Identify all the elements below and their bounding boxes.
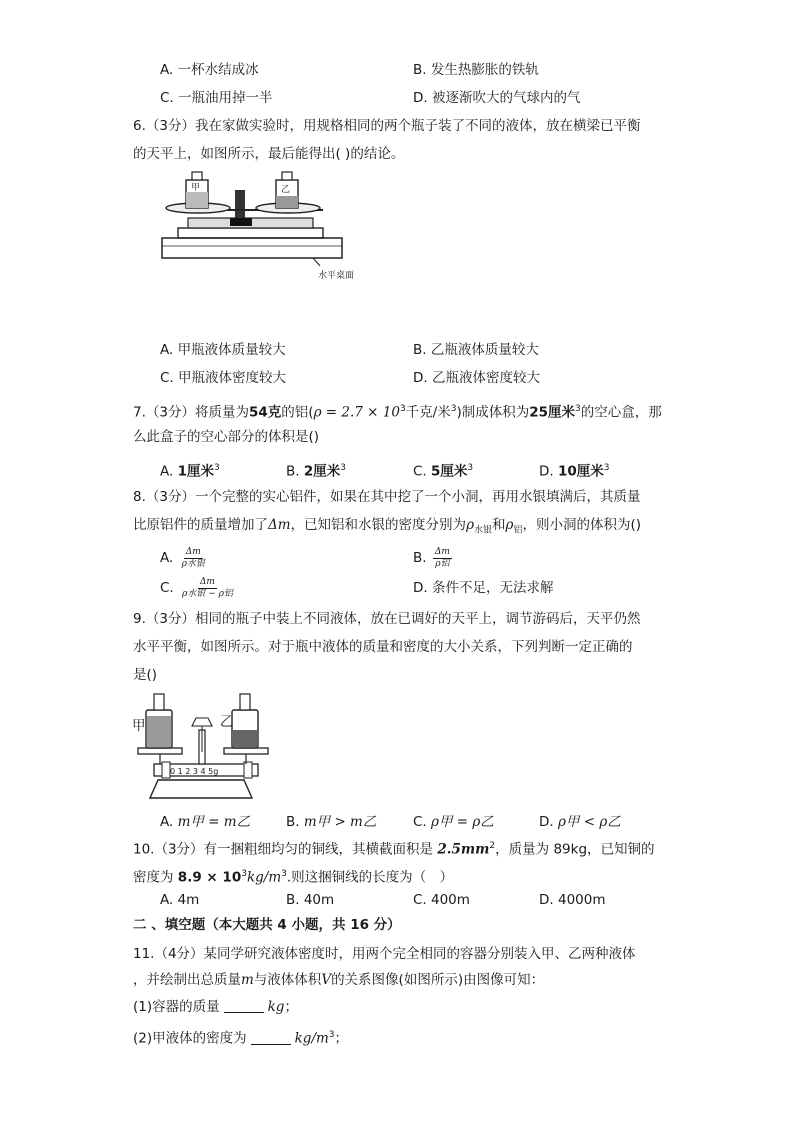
q11-sub2-post: ；: [334, 1030, 349, 1047]
q8-b-num: Δm: [434, 546, 450, 557]
q11-mid: 与液体体积: [253, 972, 322, 988]
q7-c-exp: 3: [467, 463, 474, 473]
q8-option-b: [413, 546, 452, 570]
q7-stem-line1: [133, 399, 662, 423]
q11-stem-line2: [133, 970, 544, 990]
q11-sub1: [133, 997, 298, 1017]
q11-v: V: [321, 972, 332, 988]
q10-stem-line1: [133, 836, 655, 860]
q9-c-label: C.: [413, 814, 427, 830]
q8-rho-hg: ρ: [466, 517, 474, 533]
balance-figure-q6: [158, 168, 348, 268]
q9-stem-line1: 9.（3分）相同的瓶子中装上不同液体，放在已调好的天平上，调节游码后，天平仍然: [133, 611, 641, 627]
q8-post: ，则小洞的体积为(): [522, 517, 642, 533]
q11-sub1-post: ；: [284, 999, 298, 1015]
q11-m: m: [241, 972, 254, 988]
q11-sub2: [133, 1025, 348, 1049]
q8-and: 和: [492, 517, 506, 533]
q7-option-a: A. 1厘米$^3$: [160, 463, 220, 480]
q9-option-c: [413, 812, 494, 832]
q9-b-label: B.: [286, 814, 300, 830]
q8-pre: 比原铝件的质量增加了: [133, 517, 268, 533]
q7-volume: 25厘米: [529, 404, 576, 421]
q8-c-label: C.: [160, 580, 174, 596]
q9-fig-right-label: 乙: [220, 714, 234, 730]
q7-exp: 3: [399, 404, 406, 414]
bottle-left-label: 甲: [191, 183, 201, 193]
q8-b-fraction: [433, 547, 452, 570]
q8-c-num: Δm: [199, 576, 215, 587]
q10-den-unit: kg/m: [246, 869, 282, 886]
q8-b-label: B.: [413, 550, 427, 566]
q7-b-exp: 3: [340, 463, 346, 473]
q8-rho-al: ρ: [505, 517, 514, 533]
section-title-fill-blank: 二 、填空题（本大题共 4 小题，共 16 分）: [133, 917, 401, 933]
q11-stem-line1: 11.（4分）某同学研究液体密度时，用两个完全相同的容器分别装入甲、乙两种液体: [133, 946, 636, 962]
q8-c-den: ρ水银 − ρ铝: [182, 588, 233, 599]
q8-a-fraction: [180, 547, 207, 570]
q11-sub1-blank[interactable]: [224, 1012, 264, 1013]
q7-d-val: 10厘米: [557, 463, 604, 480]
q8-dm: Δm: [268, 517, 291, 533]
q11-pre: ，并绘制出总质量: [133, 972, 241, 988]
q7-c-val: 5厘米: [431, 463, 468, 480]
q10-option-d: D. 4000m: [539, 892, 606, 908]
q10-stem-line2: [133, 864, 453, 888]
q7-mass: 54克: [248, 404, 282, 421]
q5-option-d: D. 被逐渐吹大的气球内的气: [413, 90, 581, 106]
q11-sub2-unit-exp: 3: [328, 1030, 335, 1040]
q9-option-b: [286, 812, 376, 832]
q10-area: 2.5mm: [437, 841, 490, 858]
q10-post1: ，质量为 89kg，已知铜的: [495, 841, 655, 858]
q8-a-den: ρ水银: [181, 558, 205, 569]
q7-post: 的空心盒，那: [580, 404, 662, 421]
q9-d-expr: ρ甲 < ρ乙: [557, 814, 621, 830]
q11-post: 的关系图像(如图所示)由图像可知：: [331, 972, 545, 988]
q7-unit-exp: 3: [450, 404, 457, 414]
q7-pre: 7.（3分）将质量为: [133, 404, 249, 421]
q10-option-c: C. 400m: [413, 892, 470, 908]
q9-option-a: [160, 812, 250, 832]
q7-b-val: 2厘米: [303, 463, 341, 480]
q8-hg-sub: 水银: [474, 525, 493, 536]
q9-option-d: [539, 812, 621, 832]
q9-fig-left-label: 甲: [132, 718, 146, 734]
q8-stem-line2: [133, 515, 641, 541]
q7-stem-line2: 么此盒子的空心部分的体积是(): [133, 429, 320, 445]
q10-area-exp: 2: [489, 841, 496, 851]
q8-b-den: ρ铝: [435, 558, 450, 569]
scale-numbers: 0 1 2 3 4 5g: [170, 767, 219, 776]
q9-a-expr: m甲 = m乙: [177, 814, 251, 830]
q11-sub2-blank[interactable]: [251, 1044, 291, 1045]
q8-al-sub: 铝: [513, 525, 523, 536]
q10-pre: 10.（3分）有一捆粗细均匀的铜线，其横截面积是: [133, 841, 434, 858]
q5-option-a: A. 一杯水结成冰: [160, 62, 259, 78]
q8-option-c: [160, 576, 235, 600]
q11-sub1-pre: (1)容器的质量: [133, 999, 220, 1015]
q7-option-d: D. 10厘米$^3$: [539, 463, 610, 480]
q9-b-expr: m甲 > m乙: [303, 814, 377, 830]
q8-mid: ，已知铝和水银的密度分别为: [290, 517, 467, 533]
q8-stem-line1: 8.（3分）一个完整的实心铝件，如果在其中挖了一个小洞，再用水银填满后，其质量: [133, 489, 641, 505]
q10-option-b: B. 40m: [286, 892, 335, 908]
q8-option-d: D. 条件不足，无法求解: [413, 580, 554, 596]
q7-mid2: )制成体积为: [456, 404, 530, 421]
balance-figure-q9: [132, 690, 272, 802]
q7-a-exp: 3: [214, 463, 220, 473]
q10-post2: .则这捆铜线的长度为（ ）: [286, 869, 454, 886]
q11-sub2-pre: (2)甲液体的密度为: [133, 1030, 247, 1047]
q7-option-b: B. 2厘米$^3$: [286, 463, 346, 480]
q7-unit: 千克/米: [405, 404, 451, 421]
q7-vol-exp: 3: [575, 404, 581, 414]
q7-option-c: C. 5厘米$^3$: [413, 463, 474, 480]
q8-a-num: Δm: [185, 546, 201, 557]
bottle-right-label: 乙: [281, 185, 291, 195]
q6-option-b: B. 乙瓶液体质量较大: [413, 342, 539, 358]
q6-stem-line1: 6.（3分）我在家做实验时，用规格相同的两个瓶子装了不同的液体，放在横梁已平衡: [133, 118, 641, 134]
q9-d-label: D.: [539, 814, 554, 830]
q7-d-exp: 3: [603, 463, 610, 473]
q11-sub2-unit: kg/m: [294, 1030, 329, 1047]
q9-a-label: A.: [160, 814, 174, 830]
q7-a-val: 1厘米: [177, 463, 214, 480]
q10-den-unit-exp: 3: [281, 869, 287, 879]
q7-density: ρ = 2.7 × 10: [313, 404, 400, 421]
q8-option-a: [160, 546, 207, 570]
q10-density: 8.9 × 10: [177, 869, 242, 886]
q5-option-c: C. 一瓶油用掉一半: [160, 90, 273, 106]
q11-sub1-unit: kg: [267, 999, 285, 1015]
q10-den-exp: 3: [241, 869, 247, 879]
table-label: 水平桌面: [318, 271, 355, 281]
q6-option-d: D. 乙瓶液体密度较大: [413, 370, 540, 386]
q10-option-a: A. 4m: [160, 892, 200, 908]
q6-option-c: C. 甲瓶液体密度较大: [160, 370, 287, 386]
q9-stem-line2: 水平平衡，如图所示。对于瓶中液体的质量和密度的大小关系，下列判断一定正确的: [133, 639, 633, 655]
q8-c-fraction: [180, 577, 235, 600]
q7-mid1: 的铝(: [281, 404, 314, 421]
q9-c-expr: ρ甲 = ρ乙: [431, 814, 494, 830]
q8-a-label: A.: [160, 550, 174, 566]
q6-option-a: A. 甲瓶液体质量较大: [160, 342, 286, 358]
q10-pre2: 密度为: [133, 869, 174, 886]
q6-stem-line2: 的天平上，如图所示，最后能得出( )的结论。: [133, 146, 405, 162]
q9-stem-line3: 是(): [133, 667, 158, 683]
q5-option-b: B. 发生热膨胀的铁轨: [413, 62, 539, 78]
